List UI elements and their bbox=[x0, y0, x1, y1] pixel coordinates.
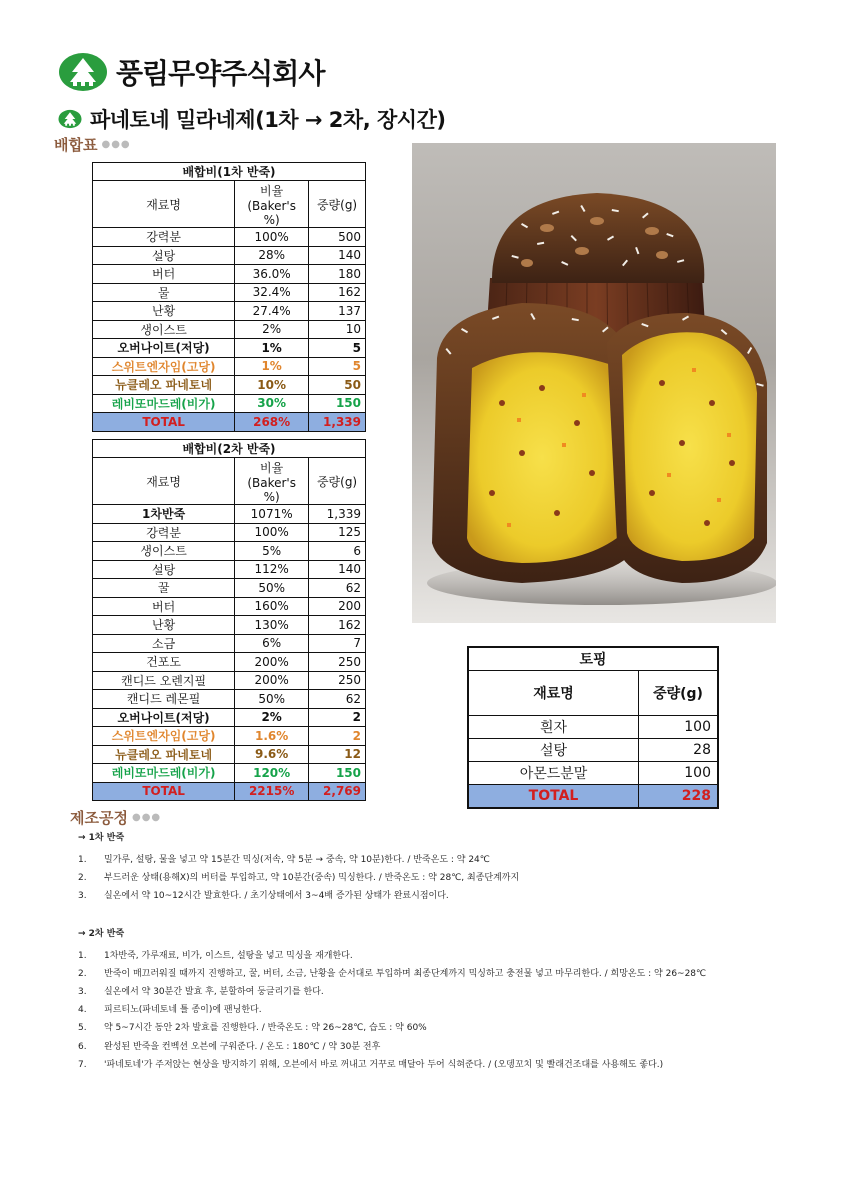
step-text: 부드러운 상태(용해X)의 버터를 투입하고, 약 10분간(중속) 믹싱한다. / 반죽온도 : 약 28℃, 최종단계까지 bbox=[104, 873, 520, 884]
table-row bbox=[93, 764, 366, 783]
table-row bbox=[93, 283, 366, 302]
table-cell-weight: 150 bbox=[309, 394, 366, 413]
table-cell-name: 캔디드 오렌지필 bbox=[93, 671, 235, 690]
step-text: 반죽이 매끄러워질 때까지 진행하고, 꿀, 버터, 소금, 난황을 순서대로 투입하며 최종단계까지 믹싱하고 충전물 넣고 마무리한다. / 희망온도 : 약 26~28℃ bbox=[104, 968, 707, 979]
step-text: 밀가루, 설탕, 물을 넣고 약 15분간 믹싱(저속, 약 5분 → 중속, 약 10분)한다. / 반죽온도 : 약 24℃ bbox=[104, 855, 490, 865]
table-cell-name: 난황 bbox=[93, 302, 235, 321]
step-text: 피르티노(파네토네 틀 종이)에 팬닝한다. bbox=[104, 1005, 262, 1016]
col-header-ratio: 비율 bbox=[235, 181, 309, 200]
table-row bbox=[93, 394, 366, 413]
panettone-photo bbox=[412, 143, 776, 623]
table-cell-name: 강력분 bbox=[93, 523, 235, 542]
table-cell-weight: 1,339 bbox=[309, 505, 366, 524]
table-cell-name: 꿀 bbox=[93, 579, 235, 598]
table-cell-weight: 5 bbox=[309, 339, 366, 358]
recipe-table-2 bbox=[92, 439, 366, 801]
table-cell-name: 아몬드분말 bbox=[468, 761, 639, 784]
total-weight: 228 bbox=[639, 784, 719, 808]
step-text: 1차반죽, 가루재료, 비가, 이스트, 설탕을 넣고 믹싱을 재개한다. bbox=[104, 950, 353, 961]
table-cell-weight: 7 bbox=[309, 634, 366, 653]
table-cell-ratio: 6% bbox=[235, 634, 309, 653]
step-number: 3. bbox=[78, 987, 87, 998]
table-cell-name: 오버나이트(저당) bbox=[93, 708, 235, 727]
table-cell-weight: 125 bbox=[309, 523, 366, 542]
total-row bbox=[93, 782, 366, 801]
table-cell-name: 설탕 bbox=[93, 560, 235, 579]
step-text: '파네토네'가 주저앉는 현상을 방지하기 위해, 오븐에서 바로 꺼내고 거꾸로 매달아 두어 식혀준다. / (오뎅꼬치 및 빨래건조대를 사용해도 좋다.) bbox=[104, 1059, 664, 1070]
table-cell-ratio: 2% bbox=[235, 320, 309, 339]
table-cell-ratio: 1.6% bbox=[235, 727, 309, 746]
process-step bbox=[78, 1019, 798, 1037]
process-step bbox=[78, 887, 798, 905]
table-cell-ratio: 100% bbox=[235, 523, 309, 542]
table-cell-ratio: 2215% bbox=[235, 782, 309, 801]
table-cell-weight: 2 bbox=[309, 708, 366, 727]
table-row bbox=[93, 339, 366, 358]
table-row bbox=[93, 653, 366, 672]
col-header-weight: 중량(g) bbox=[639, 670, 719, 715]
table-cell-name: 생이스트 bbox=[93, 542, 235, 561]
table-cell-weight: 162 bbox=[309, 616, 366, 635]
table-cell-weight: 2,769 bbox=[309, 782, 366, 801]
col-header-name: 재료명 bbox=[468, 670, 639, 715]
table-cell-ratio: 9.6% bbox=[235, 745, 309, 764]
table-cell-name: 버터 bbox=[93, 265, 235, 284]
tree-logo-icon bbox=[58, 109, 82, 129]
table-cell-ratio: 27.4% bbox=[235, 302, 309, 321]
table-cell-weight: 250 bbox=[309, 671, 366, 690]
col-header-weight: 중량(g) bbox=[309, 458, 366, 505]
table-row bbox=[93, 523, 366, 542]
process-step bbox=[78, 1038, 798, 1056]
table-row bbox=[93, 634, 366, 653]
table-cell-name: 오버나이트(저당) bbox=[93, 339, 235, 358]
table-cell-ratio: 130% bbox=[235, 616, 309, 635]
table-row bbox=[93, 597, 366, 616]
table-row bbox=[93, 505, 366, 524]
process-step bbox=[78, 869, 798, 887]
table-cell-name: 흰자 bbox=[468, 715, 639, 738]
step-text: 완성된 반죽을 컨벡션 오븐에 구워준다. / 온도 : 180℃ / 약 30분 전후 bbox=[104, 1041, 381, 1052]
table-cell-ratio: 36.0% bbox=[235, 265, 309, 284]
recipe-table-1 bbox=[92, 162, 366, 432]
table-cell-name: 난황 bbox=[93, 616, 235, 635]
table-cell-name: 설탕 bbox=[93, 246, 235, 265]
table-cell-name: 뉴클레오 파네토네 bbox=[93, 745, 235, 764]
table-cell-name: 버터 bbox=[93, 597, 235, 616]
table-cell-name: 설탕 bbox=[468, 738, 639, 761]
table-cell-weight: 10 bbox=[309, 320, 366, 339]
step-number: 6. bbox=[78, 1041, 87, 1052]
table-row bbox=[93, 246, 366, 265]
table-cell-name: TOTAL bbox=[93, 782, 235, 801]
table-caption: 배합비(1차 반죽) bbox=[93, 163, 366, 181]
table-cell-ratio: 28% bbox=[235, 246, 309, 265]
table-row bbox=[93, 542, 366, 561]
table-cell-ratio: 268% bbox=[235, 413, 309, 432]
process-step bbox=[78, 1001, 798, 1019]
process-step bbox=[78, 983, 798, 1001]
table-cell-ratio: 1071% bbox=[235, 505, 309, 524]
table-row bbox=[93, 708, 366, 727]
tree-logo-icon bbox=[58, 52, 108, 92]
table-cell-weight: 2 bbox=[309, 727, 366, 746]
table-cell-name: 1차반죽 bbox=[93, 505, 235, 524]
table-cell-name: 스위트엔자임(고당) bbox=[93, 727, 235, 746]
table-cell-weight: 1,339 bbox=[309, 413, 366, 432]
process-step bbox=[78, 1056, 798, 1074]
step-number: 2. bbox=[78, 968, 87, 979]
table-cell-weight: 28 bbox=[639, 738, 719, 761]
section-process-label bbox=[70, 807, 161, 828]
panettone-illustration bbox=[412, 143, 776, 623]
section-process-text: 제조공정 bbox=[70, 809, 128, 827]
dots-decoration: ●●● bbox=[101, 139, 131, 150]
table-cell-ratio: 160% bbox=[235, 597, 309, 616]
table-cell-weight: 5 bbox=[309, 357, 366, 376]
second-dough-steps bbox=[78, 947, 798, 1074]
step-number: 1. bbox=[78, 950, 87, 961]
table-caption: 토핑 bbox=[468, 647, 718, 670]
table-cell-weight: 140 bbox=[309, 246, 366, 265]
table-cell-weight: 162 bbox=[309, 283, 366, 302]
col-header-ratio-sub: (Baker's %) bbox=[235, 199, 309, 228]
table-cell-ratio: 112% bbox=[235, 560, 309, 579]
document-title-row bbox=[58, 104, 445, 134]
step-text: 약 5~7시간 동안 2차 발효를 진행한다. / 반죽온도 : 약 26~28℃, 습도 : 약 60% bbox=[104, 1023, 427, 1034]
company-name: 풍림무약주식회사 bbox=[116, 57, 325, 90]
table-cell-name: 건포도 bbox=[93, 653, 235, 672]
table-cell-weight: 150 bbox=[309, 764, 366, 783]
step-number: 1. bbox=[78, 855, 87, 865]
dots-decoration: ●●● bbox=[131, 812, 162, 823]
table-row bbox=[93, 727, 366, 746]
table-cell-weight: 250 bbox=[309, 653, 366, 672]
table-cell-name: 생이스트 bbox=[93, 320, 235, 339]
section-formula-text: 배합표 bbox=[54, 136, 98, 154]
first-dough-steps bbox=[78, 851, 798, 906]
step-number: 4. bbox=[78, 1005, 87, 1016]
table-cell-name: 스위트엔자임(고당) bbox=[93, 357, 235, 376]
col-header-ratio-sub: (Baker's %) bbox=[235, 476, 309, 505]
table-cell-ratio: 50% bbox=[235, 690, 309, 709]
topping-table bbox=[467, 646, 719, 809]
second-dough-heading: → 2차 반죽 bbox=[78, 928, 125, 939]
table-cell-weight: 100 bbox=[639, 761, 719, 784]
table-cell-ratio: 120% bbox=[235, 764, 309, 783]
step-number: 3. bbox=[78, 891, 87, 902]
table-row bbox=[93, 357, 366, 376]
table-cell-ratio: 1% bbox=[235, 357, 309, 376]
col-header-weight: 중량(g) bbox=[309, 181, 366, 228]
table-cell-ratio: 100% bbox=[235, 228, 309, 247]
table-cell-ratio: 10% bbox=[235, 376, 309, 395]
table-row bbox=[93, 671, 366, 690]
col-header-name: 재료명 bbox=[93, 181, 235, 228]
table-cell-ratio: 200% bbox=[235, 671, 309, 690]
table-cell-weight: 50 bbox=[309, 376, 366, 395]
table-row bbox=[93, 745, 366, 764]
table-cell-weight: 62 bbox=[309, 579, 366, 598]
process-step bbox=[78, 947, 798, 965]
table-cell-ratio: 50% bbox=[235, 579, 309, 598]
process-step bbox=[78, 851, 798, 869]
table-cell-weight: 6 bbox=[309, 542, 366, 561]
process-step bbox=[78, 965, 798, 983]
table-cell-weight: 100 bbox=[639, 715, 719, 738]
first-dough-heading: → 1차 반죽 bbox=[78, 833, 125, 843]
step-number: 7. bbox=[78, 1059, 87, 1070]
table-row bbox=[93, 320, 366, 339]
table-cell-name: 레비또마드레(비가) bbox=[93, 394, 235, 413]
table-cell-ratio: 2% bbox=[235, 708, 309, 727]
table-cell-weight: 137 bbox=[309, 302, 366, 321]
table-row bbox=[93, 579, 366, 598]
table-cell-name: 물 bbox=[93, 283, 235, 302]
table-cell-name: TOTAL bbox=[93, 413, 235, 432]
table-row bbox=[93, 265, 366, 284]
table-cell-name: 소금 bbox=[93, 634, 235, 653]
table-cell-ratio: 32.4% bbox=[235, 283, 309, 302]
step-number: 5. bbox=[78, 1023, 87, 1034]
table-cell-name: 캔디드 레몬필 bbox=[93, 690, 235, 709]
company-logo bbox=[58, 52, 324, 92]
table-cell-weight: 62 bbox=[309, 690, 366, 709]
col-header-ratio: 비율 bbox=[235, 458, 309, 477]
table-row bbox=[93, 228, 366, 247]
table-cell-weight: 180 bbox=[309, 265, 366, 284]
table-cell-name: 강력분 bbox=[93, 228, 235, 247]
total-label: TOTAL bbox=[468, 784, 639, 808]
step-text: 실온에서 약 30분간 발효 후, 분할하여 둥글리기를 한다. bbox=[104, 987, 324, 998]
table-cell-weight: 200 bbox=[309, 597, 366, 616]
table-row bbox=[93, 302, 366, 321]
document-title: 파네토네 밀라네제(1차 → 2차, 장시간) bbox=[90, 108, 446, 132]
table-cell-ratio: 200% bbox=[235, 653, 309, 672]
table-caption: 배합비(2차 반죽) bbox=[93, 440, 366, 458]
process-section bbox=[78, 830, 798, 1074]
table-row bbox=[93, 690, 366, 709]
table-cell-weight: 500 bbox=[309, 228, 366, 247]
step-number: 2. bbox=[78, 873, 87, 884]
section-formula-label bbox=[54, 134, 131, 155]
table-cell-name: 뉴클레오 파네토네 bbox=[93, 376, 235, 395]
table-cell-ratio: 5% bbox=[235, 542, 309, 561]
table-row bbox=[93, 616, 366, 635]
table-cell-weight: 12 bbox=[309, 745, 366, 764]
table-row bbox=[93, 560, 366, 579]
table-row bbox=[93, 376, 366, 395]
step-text: 실온에서 약 10~12시간 발효한다. / 초기상태에서 3~4배 증가된 상태가 완료시점이다. bbox=[104, 891, 449, 902]
table-cell-weight: 140 bbox=[309, 560, 366, 579]
table-cell-ratio: 1% bbox=[235, 339, 309, 358]
table-cell-name: 레비또마드레(비가) bbox=[93, 764, 235, 783]
col-header-name: 재료명 bbox=[93, 458, 235, 505]
total-row bbox=[93, 413, 366, 432]
table-cell-ratio: 30% bbox=[235, 394, 309, 413]
